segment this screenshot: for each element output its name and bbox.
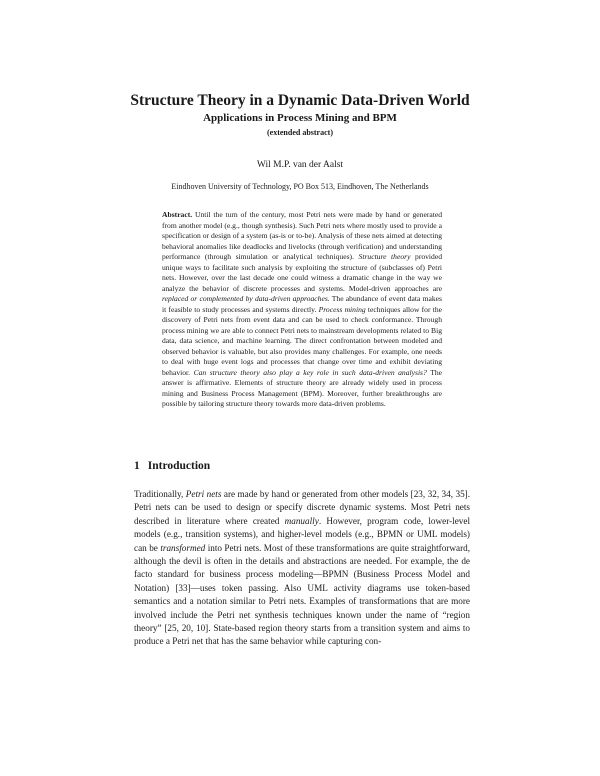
intro-text: . However, program code, lower-level models (e.g., transition systems), and higher-level models (e.g., BPMN or UML models) can be (134, 515, 471, 553)
intro-emphasis: Petri nets (185, 489, 222, 499)
abstract-emphasis: Process mining (318, 304, 366, 314)
intro-emphasis: manually (284, 515, 319, 526)
intro-paragraph (134, 488, 470, 649)
abstract-text: provided unique ways to facilitate such analysis by exploiting the structure of (subclasses of) Petri nets. However, over the last decade one could witness a dramatic change in the way we analyze the behavior of discrete processes and systems. Model-driven approaches are (162, 252, 443, 293)
intro-emphasis: transformed (160, 542, 206, 553)
abstract-text: The abundance of event data makes it feasible to study processes and systems directly. (162, 294, 442, 314)
abstract-text: Until the turn of the century, most Petri nets were made by hand or generated from another model (e.g., though synthesis). Such Petri nets where mostly used to provide a specification or design of a system (as-is or to-be). Analysis of these nets aimed at detecting behavioral anomalies like deadlocks and livelocks (through verification) and understanding performance (through simulation or analytical techniques). (162, 210, 442, 261)
abstract-label: Abstract. (162, 210, 193, 219)
section-number: 1 (134, 460, 140, 472)
author-name: Wil M.P. van der Aalst (256, 160, 344, 170)
paper-title: Structure Theory in a Dynamic Data-Driven World (130, 92, 470, 109)
section-title: Introduction (147, 460, 211, 472)
intro-text: Traditionally, (134, 489, 184, 499)
abstract-emphasis: replaced or complemented by data-driven approaches. (162, 294, 330, 303)
abstract-text: The answer is affirmative. Elements of structure theory are already widely used in process mining and Business Process Management (BPM). Moreover, further breakthroughs are possible by tailoring structure theory towards more data-driven problems. (162, 367, 443, 408)
intro-text: are made by hand or generated from other models [23, 32, 34, 35]. Petri nets can be used to design or specify discrete dynamic systems. Most Petri nets described in literature where created (134, 489, 471, 526)
section-heading (134, 460, 210, 472)
intro-text: into Petri nets. Most of these transformations are quite straightforward, although the devil is often in the details and abstractions are needed. For example, the de facto standard for business process modeling—BPMN (Business Process Model and Notation) [33]—uses token passing. Also UML activity diagrams use token-based semantics and a notation similar to Petri nets. Examples of transformations that are more involved include the Petri net synthesis techniques known under the name of “region theory” [25, 20, 10]. State-based region theory starts from a transition system and aims to produce a Petri net that has the same behavior while capturing con- (134, 542, 471, 647)
paper-subtitle: Applications in Process Mining and BPM (203, 112, 397, 124)
abstract (162, 210, 442, 410)
abstract-emphasis: Can structure theory also play a key role in such data-driven analysis? (193, 367, 427, 377)
paper-note: (extended abstract) (267, 128, 333, 137)
abstract-text: techniques allow for the discovery of Petri nets from event data and can be used to check conformance. Through process mining we are able to connect Petri nets to mainstream developments related to Big data, data science, and machine learning. The direct confrontation between modeled and observed behavior is valuable, but also provides many challenges. For example, one needs to deal with huge event logs and processes that change over time and exhibit deviating behavior. (162, 304, 442, 377)
abstract-emphasis: Structure theory (358, 252, 411, 261)
author-affiliation: Eindhoven University of Technology, PO Box 513, Eindhoven, The Netherlands (171, 182, 429, 191)
